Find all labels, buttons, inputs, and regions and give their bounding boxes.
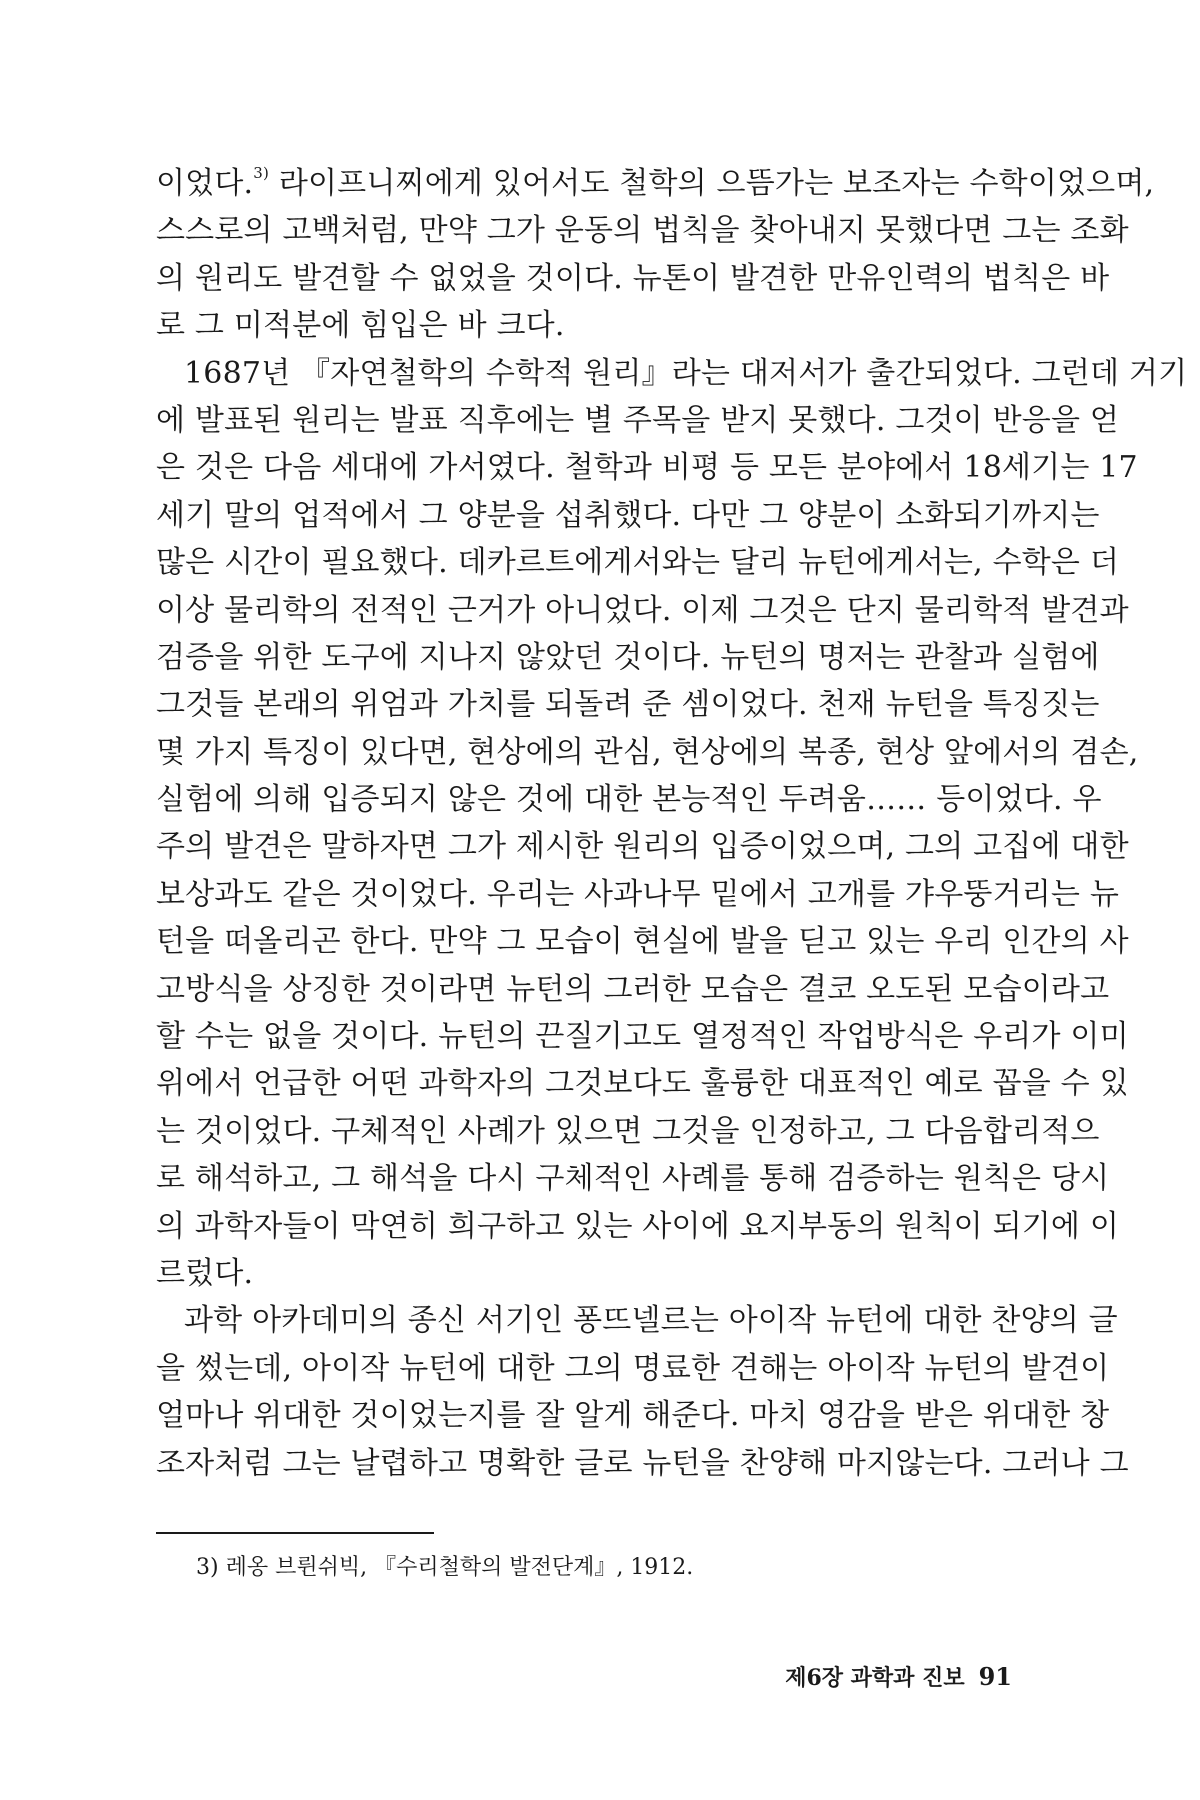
- text-line: 을 썼는데, 아이작 뉴턴에 대한 그의 명료한 견해는 아이작 뉴턴의 발견이: [156, 1350, 1110, 1386]
- text-line: 세기 말의 업적에서 그 양분을 섭취했다. 다만 그 양분이 소화되기까지는: [156, 497, 1100, 533]
- text-line: 로 그 미적분에 힘입은 바 크다.: [156, 308, 565, 344]
- text-line: 이상 물리학의 전적인 근거가 아니었다. 이제 그것은 단지 물리학적 발견과: [156, 592, 1129, 628]
- text-line: 에 발표된 원리는 발표 직후에는 별 주목을 받지 못했다. 그것이 반응을 얻: [156, 402, 1120, 438]
- text-line: 은 것은 다음 세대에 가서였다. 철학과 비평 등 모든 분야에서 18세기는 17: [156, 450, 1138, 486]
- running-footer: [785, 1662, 1012, 1693]
- footnote-divider: [156, 1532, 434, 1534]
- text-line: 몇 가지 특징이 있다면, 현상에의 관심, 현상에의 복종, 현상 앞에서의 겸손,: [156, 734, 1139, 770]
- text-line: 할 수는 없을 것이다. 뉴턴의 끈질기고도 열정적인 작업방식은 우리가 이미: [156, 1019, 1129, 1055]
- text-line: 의 과학자들이 막연히 희구하고 있는 사이에 요지부동의 원칙이 되기에 이: [156, 1208, 1120, 1244]
- footnote-reference[interactable]: 3): [253, 164, 270, 182]
- text-line: 이었다.$^{3)}$ 라이프니찌에게 있어서도 철학의 으뜸가는 보조자는 수학이었으며,: [156, 164, 1155, 201]
- footnote: 3) 레옹 브륀쉬빅, 『수리철학의 발전단계』, 1912.: [196, 1555, 694, 1580]
- text-line: 턴을 떠올리곤 한다. 만약 그 모습이 현실에 발을 딛고 있는 우리 인간의 사: [156, 924, 1129, 960]
- page-number: 91: [978, 1662, 1012, 1691]
- text-line: 위에서 언급한 어떤 과학자의 그것보다도 훌륭한 대표적인 예로 꼽을 수 있: [156, 1066, 1129, 1102]
- body-text: [156, 160, 1188, 1487]
- text-line: 그것들 본래의 위엄과 가치를 되돌려 준 셈이었다. 천재 뉴턴을 특징짓는: [156, 687, 1100, 723]
- text-line: 주의 발견은 말하자면 그가 제시한 원리의 입증이었으며, 그의 고집에 대한: [156, 829, 1129, 865]
- text-line: 보상과도 같은 것이었다. 우리는 사과나무 밑에서 고개를 갸우뚱거리는 뉴: [156, 876, 1120, 912]
- text-line: 얼마나 위대한 것이었는지를 잘 알게 해준다. 마치 영감을 받은 위대한 창: [156, 1398, 1110, 1434]
- text-line: 로 해석하고, 그 해석을 다시 구체적인 사례를 통해 검증하는 원칙은 당시: [156, 1161, 1110, 1197]
- text-line: 스스로의 고백처럼, 만약 그가 운동의 법칙을 찾아내지 못했다면 그는 조화: [156, 213, 1129, 249]
- chapter-title: 제6장 과학과 진보: [785, 1665, 965, 1691]
- paragraph-first-line: 과학 아카데미의 종신 서기인 퐁뜨넬르는 아이작 뉴턴에 대한 찬양의 글: [184, 1303, 1118, 1339]
- text-line: 조자처럼 그는 날렵하고 명확한 글로 뉴턴을 찬양해 마지않는다. 그러나 그: [156, 1445, 1129, 1481]
- text-line: 검증을 위한 도구에 지나지 않았던 것이다. 뉴턴의 명저는 관찰과 실험에: [156, 639, 1100, 675]
- paragraph-first-line: 1687년 『자연철학의 수학적 원리』라는 대저서가 출간되었다. 그런데 거기: [184, 355, 1188, 391]
- text-line: 많은 시간이 필요했다. 데카르트에게서와는 달리 뉴턴에게서는, 수학은 더: [156, 545, 1120, 581]
- text-line: 르렀다.: [156, 1255, 254, 1291]
- text-line: 고방식을 상징한 것이라면 뉴턴의 그러한 모습은 결코 오도된 모습이라고: [156, 971, 1110, 1007]
- text-line: 는 것이었다. 구체적인 사례가 있으면 그것을 인정하고, 그 다음합리적으: [156, 1113, 1100, 1149]
- text-line: 의 원리도 발견할 수 없었을 것이다. 뉴톤이 발견한 만유인력의 법칙은 바: [156, 260, 1110, 296]
- text-line: 실험에 의해 입증되지 않은 것에 대한 본능적인 두려움…… 등이었다. 우: [156, 782, 1102, 818]
